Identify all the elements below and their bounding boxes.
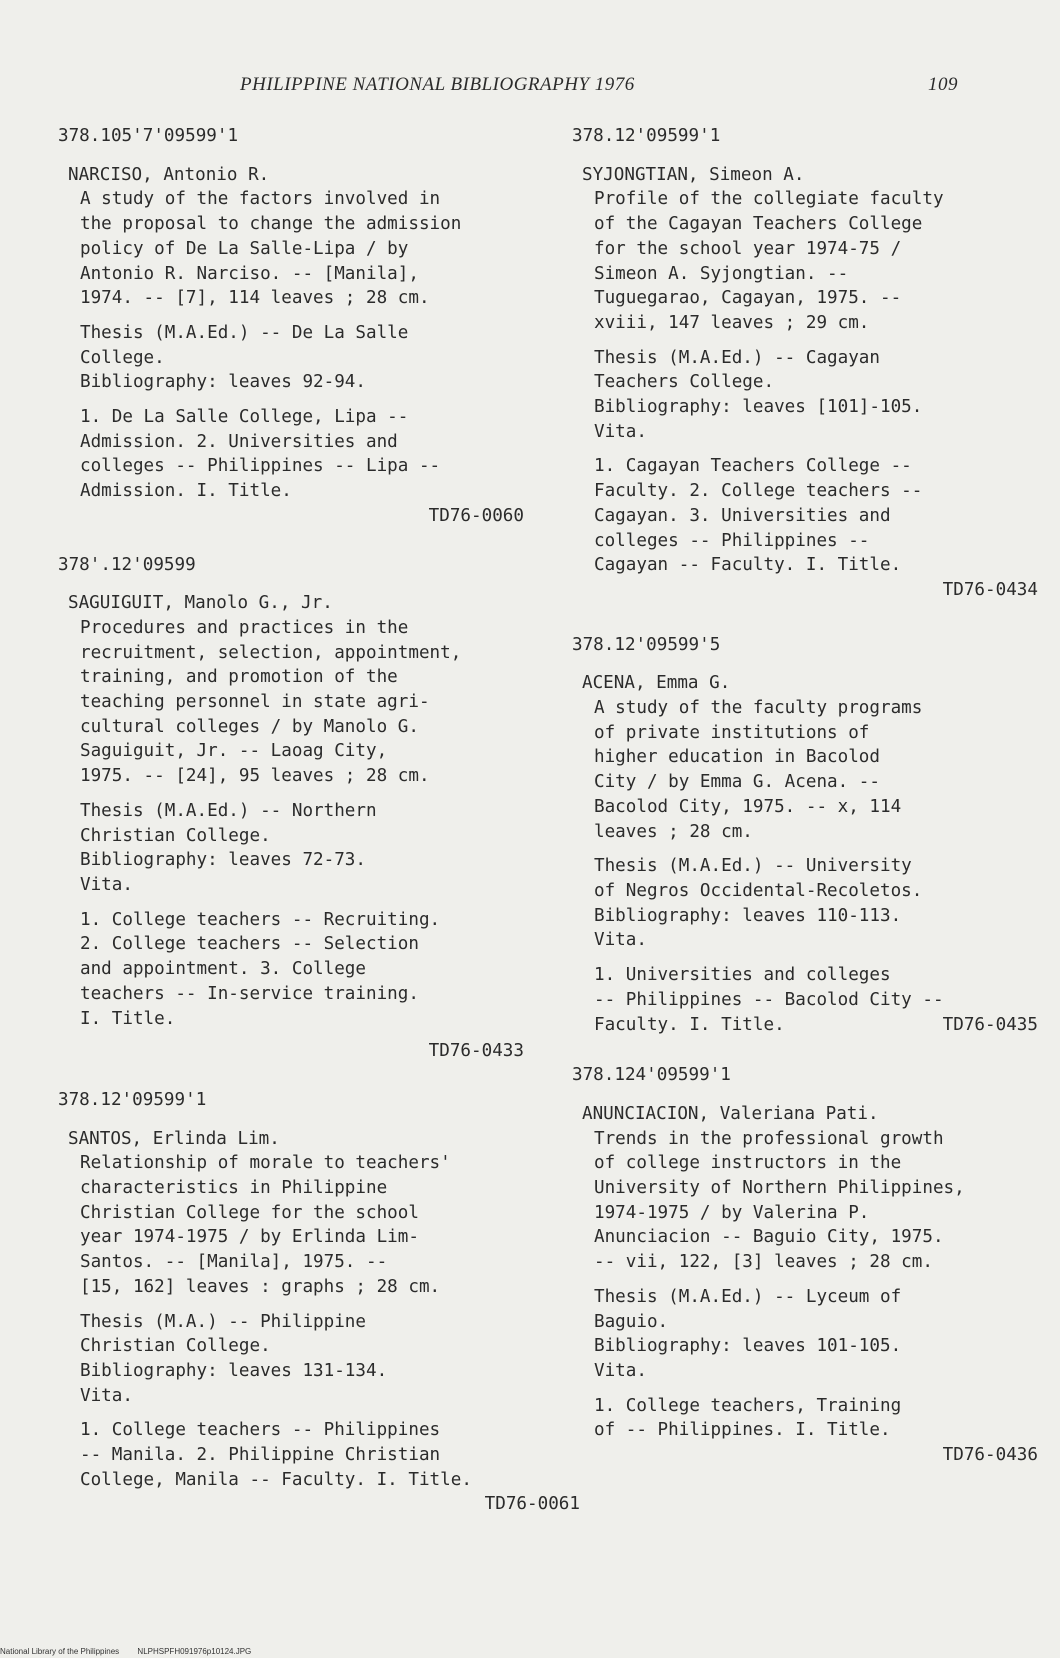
entry-author: NARCISO, Antonio R.	[68, 164, 270, 185]
description-line: Anunciacion -- Baguio City, 1975.	[594, 1227, 944, 1248]
description-line: leaves ; 28 cm.	[594, 821, 753, 842]
left-column	[54, 124, 580, 1517]
scan-footer	[0, 1647, 267, 1656]
note-line: Teachers College.	[594, 372, 775, 393]
description-line: of private institutions of	[594, 722, 870, 743]
description-line: 1974-1975 / by Valerina P.	[594, 1202, 870, 1223]
subject-line: Cagayan -- Faculty. I. Title.	[594, 555, 902, 576]
description-line: xviii, 147 leaves ; 29 cm.	[594, 312, 870, 333]
note-line: Vita.	[594, 421, 647, 442]
description-line: Trends in the professional growth	[594, 1128, 944, 1149]
description-line: Profile of the collegiate faculty	[594, 189, 944, 210]
footer-filename: NLPHSPFH091976p10124.JPG	[137, 1647, 252, 1656]
description-line: teaching personnel in state agri-	[80, 692, 430, 713]
description-line: [15, 162] leaves : graphs ; 28 cm.	[80, 1276, 441, 1297]
note-line: Vita.	[80, 1385, 133, 1406]
description-line: City / by Emma G. Acena. --	[594, 772, 880, 793]
entry-author: ANUNCIACION, Valeriana Pati.	[582, 1103, 879, 1124]
note-line: Thesis (M.A.Ed.) -- University	[594, 856, 912, 877]
note-line: Bibliography: leaves 110-113.	[594, 905, 902, 926]
subject-line: 1. De La Salle College, Lipa --	[80, 407, 409, 428]
subject-line: Faculty. 2. College teachers --	[594, 481, 923, 502]
note-line: Thesis (M.A.Ed.) -- Cagayan	[594, 347, 880, 368]
subject-line: 2. College teachers -- Selection	[80, 934, 419, 955]
description-line: higher education in Bacolod	[594, 747, 880, 768]
note-line: Thesis (M.A.) -- Philippine	[80, 1311, 366, 1332]
subject-line: 1. College teachers -- Recruiting.	[80, 909, 441, 930]
call-number: 378.12'09599'1	[58, 1089, 207, 1110]
entry-author: ACENA, Emma G.	[582, 673, 731, 694]
note-line: Bibliography: leaves 72-73.	[80, 850, 366, 871]
description-line: 1974. -- [7], 114 leaves ; 28 cm.	[80, 288, 430, 309]
note-line: Baguio.	[594, 1311, 669, 1332]
description-line: Saguiguit, Jr. -- Laoag City,	[80, 741, 388, 762]
right-column	[568, 124, 1038, 1468]
footer-library: National Library of the Philippines	[0, 1647, 120, 1656]
subject-line: Cagayan. 3. Universities and	[594, 505, 891, 526]
subject-line: of -- Philippines. I. Title.	[594, 1420, 891, 1441]
control-number: TD76-0061	[484, 1494, 580, 1515]
entry-author: SAGUIGUIT, Manolo G., Jr.	[68, 593, 333, 614]
note-line: Vita.	[594, 1360, 647, 1381]
description-line: Simeon A. Syjongtian. --	[594, 263, 849, 284]
running-header	[0, 74, 1060, 104]
note-line: Christian College.	[80, 1336, 271, 1357]
description-line: Procedures and practices in the	[80, 617, 409, 638]
subject-line: College, Manila -- Faculty. I. Title.	[80, 1469, 472, 1490]
description-line: 1975. -- [24], 95 leaves ; 28 cm.	[80, 766, 430, 787]
description-line: for the school year 1974-75 /	[594, 238, 902, 259]
subject-line: -- Manila. 2. Philippine Christian	[80, 1445, 441, 1466]
subject-line: -- Philippines -- Bacolod City --	[594, 989, 944, 1010]
subject-line: 1. College teachers -- Philippines	[80, 1420, 441, 1441]
entry-author: SANTOS, Erlinda Lim.	[68, 1128, 280, 1149]
note-line: Bibliography: leaves [101]-105.	[594, 397, 923, 418]
page-number: 109	[928, 74, 958, 95]
subject-line: teachers -- In-service training.	[80, 983, 419, 1004]
description-line: training, and promotion of the	[80, 667, 398, 688]
note-line: Thesis (M.A.Ed.) -- Lyceum of	[594, 1286, 902, 1307]
description-line: characteristics in Philippine	[80, 1178, 388, 1199]
note-line: Bibliography: leaves 101-105.	[594, 1336, 902, 1357]
description-line: of the Cagayan Teachers College	[594, 214, 923, 235]
description-line: policy of De La Salle-Lipa / by	[80, 238, 409, 259]
description-line: cultural colleges / by Manolo G.	[80, 716, 419, 737]
subject-line: Admission. 2. Universities and	[80, 431, 398, 452]
description-line: of college instructors in the	[594, 1153, 902, 1174]
note-line: Bibliography: leaves 131-134.	[80, 1360, 388, 1381]
control-number: TD76-0060	[428, 505, 524, 526]
description-line: the proposal to change the admission	[80, 214, 462, 235]
note-line: Thesis (M.A.Ed.) -- Northern	[80, 800, 377, 821]
description-line: A study of the factors involved in	[80, 189, 441, 210]
catalog-entry	[568, 124, 1038, 603]
description-line: Tuguegarao, Cagayan, 1975. --	[594, 288, 902, 309]
catalog-entry	[54, 553, 524, 1064]
entry-author: SYJONGTIAN, Simeon A.	[582, 164, 805, 185]
control-number: TD76-0434	[942, 579, 1038, 600]
control-number: TD76-0436	[942, 1445, 1038, 1466]
control-number: TD76-0435	[942, 1014, 1038, 1035]
description-line: Christian College for the school	[80, 1202, 419, 1223]
call-number: 378.12'09599'1	[572, 126, 721, 146]
description-line: Relationship of morale to teachers'	[80, 1153, 451, 1174]
subject-line: and appointment. 3. College	[80, 959, 366, 980]
description-line: University of Northern Philippines,	[594, 1178, 965, 1199]
page-title: PHILIPPINE NATIONAL BIBLIOGRAPHY 1976	[240, 74, 635, 95]
catalog-entry	[54, 124, 524, 529]
subject-line: 1. Cagayan Teachers College --	[594, 456, 912, 477]
call-number: 378'.12'09599	[58, 554, 196, 575]
description-line: recruitment, selection, appointment,	[80, 642, 462, 663]
note-line: of Negros Occidental-Recoletos.	[594, 880, 923, 901]
note-line: Bibliography: leaves 92-94.	[80, 372, 366, 393]
subject-line: 1. College teachers, Training	[594, 1395, 902, 1416]
subject-line: colleges -- Philippines -- Lipa --	[80, 456, 441, 477]
subject-line: colleges -- Philippines --	[594, 530, 870, 551]
description-line: Bacolod City, 1975. -- x, 114	[594, 796, 902, 817]
description-line: -- vii, 122, [3] leaves ; 28 cm.	[594, 1252, 933, 1273]
catalog-entry	[54, 1088, 580, 1517]
call-number: 378.124'09599'1	[572, 1065, 731, 1086]
description-line: year 1974-1975 / by Erlinda Lim-	[80, 1227, 419, 1248]
note-line: Christian College.	[80, 825, 271, 846]
call-number: 378.12'09599'5	[572, 634, 721, 655]
note-line: Thesis (M.A.Ed.) -- De La Salle	[80, 322, 409, 343]
subject-line: 1. Universities and colleges	[594, 965, 891, 986]
catalog-entry	[568, 633, 1038, 1038]
description-line: A study of the faculty programs	[594, 698, 923, 719]
note-line: College.	[80, 347, 165, 368]
subject-line: I. Title.	[80, 1008, 176, 1029]
subject-line: Admission. I. Title.	[80, 481, 292, 502]
call-number: 378.105'7'09599'1	[58, 126, 239, 146]
note-line: Vita.	[80, 874, 133, 895]
catalog-entry	[568, 1063, 1038, 1468]
description-line: Santos. -- [Manila], 1975. --	[80, 1252, 388, 1273]
description-line: Antonio R. Narciso. -- [Manila],	[80, 263, 419, 284]
note-line: Vita.	[594, 930, 647, 951]
subject-line: Faculty. I. Title.	[594, 1014, 785, 1035]
control-number: TD76-0433	[428, 1041, 524, 1062]
